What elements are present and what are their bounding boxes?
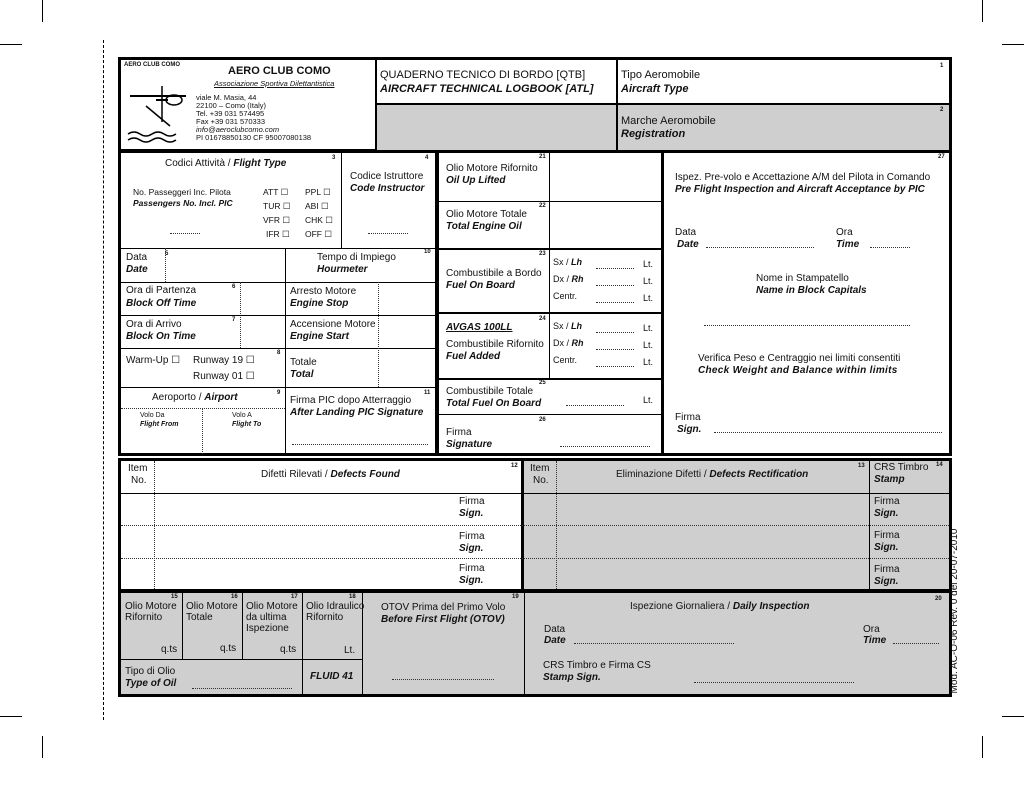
daily-date-label: Data	[544, 624, 566, 635]
flight-from-label-en: Flight From	[140, 421, 179, 428]
daily-time-label: Ora	[863, 624, 880, 635]
oil-uplifted-label: Olio Motore Rifornito	[446, 163, 538, 174]
preflight-sign-label: Firma	[675, 412, 701, 423]
type-tur-checkbox[interactable]: TUR ☐	[263, 201, 291, 211]
oil-inspection-col: Olio Motore	[246, 601, 298, 612]
field-number: 24	[539, 316, 546, 322]
oil-inspection-col: da ultima	[246, 612, 287, 623]
total-label: Totale	[290, 357, 317, 368]
form-revision: Mod. AC-O-06 Rev. 0 del 20-07-2010	[949, 528, 960, 694]
field-number: 25	[539, 380, 546, 386]
item-label-no: No.	[533, 475, 549, 486]
item-label: Item	[530, 463, 550, 474]
crs-stamp-label: CRS Timbro	[874, 462, 929, 473]
weight-balance-label: Verifica Peso e Centraggio nei limiti consentiti	[698, 353, 901, 364]
unit-lt: Lt.	[643, 276, 654, 286]
fuel-on-board-label: Combustibile a Bordo	[446, 268, 542, 279]
defects-found-label: Difetti Rilevati / Defects Found	[261, 469, 400, 480]
daily-date-label-en: Date	[544, 635, 566, 646]
runway-19-checkbox[interactable]: Runway 19 ☐	[193, 355, 255, 366]
fuel-added-label-en: Fuel Added	[446, 351, 501, 362]
address-line: viale M. Masia, 44	[196, 93, 257, 102]
field-number: 20	[935, 596, 942, 602]
field-number: 7	[232, 317, 236, 323]
added-rh-label: Dx / Rh	[553, 338, 584, 348]
field-number: 16	[231, 594, 238, 600]
field-number: 11	[424, 390, 431, 396]
crop-mark	[1002, 716, 1024, 717]
unit-lt: Lt.	[643, 340, 654, 350]
field-number: 18	[349, 594, 356, 600]
preflight-sign-label-en: Sign.	[677, 424, 702, 435]
field-number: 8	[277, 350, 281, 356]
type-chk-checkbox[interactable]: CHK ☐	[305, 215, 333, 225]
oil-uplifted-label-en: Oil Up Lifted	[446, 175, 506, 186]
defect-sign-label-en: Sign.	[459, 543, 484, 554]
added-centr-label: Centr.	[553, 355, 578, 365]
registration-label-en: Registration	[621, 128, 686, 140]
total-oil-label: Olio Motore Totale	[446, 209, 527, 220]
field-number: 21	[539, 154, 546, 160]
defect-sign-label-en: Sign.	[459, 508, 484, 519]
item-label: Item	[128, 463, 148, 474]
oil-uplifted-col: Rifornito	[125, 612, 163, 623]
crop-mark	[42, 736, 43, 758]
field-number: 15	[171, 594, 178, 600]
logo-text: AERO CLUB COMO	[124, 62, 180, 68]
hydraulic-oil-col: Olio Idraulico	[306, 601, 365, 612]
address-line: 22100 – Como (Italy)	[196, 101, 267, 110]
defect-sign-label: Firma	[459, 531, 485, 542]
field-number: 9	[277, 390, 281, 396]
warmup-checkbox[interactable]: Warm-Up ☐	[126, 355, 181, 366]
maintenance-section	[118, 590, 952, 697]
fob-centr-label: Centr.	[553, 291, 578, 301]
field-number: 26	[539, 417, 546, 423]
otov-label-en: Before First Flight (OTOV)	[381, 614, 505, 625]
field-number: 23	[539, 251, 546, 257]
crop-mark	[0, 44, 22, 45]
field-number: 10	[424, 249, 431, 255]
club-subtitle: Associazione Sportiva Dilettantistica	[214, 79, 335, 88]
field-number: 1	[940, 63, 944, 69]
rect-sign-label: Firma	[874, 530, 900, 541]
field-number: 19	[512, 594, 519, 600]
unit-lt: Lt.	[344, 645, 356, 656]
engine-stop-label: Arresto Motore	[290, 286, 357, 297]
defects-rect-label: Eliminazione Difetti / Defects Rectification	[616, 469, 809, 480]
otov-label: OTOV Prima del Primo Volo	[381, 602, 506, 613]
hourmeter-label: Tempo di Impiego	[317, 252, 396, 263]
instructor-label-en: Code Instructor	[350, 183, 425, 194]
field-number: 27	[938, 154, 945, 160]
weight-balance-label-en: Check Weight and Balance within limits	[698, 365, 898, 376]
crs-stamp-label-en: Stamp	[874, 474, 905, 485]
fold-line	[103, 40, 104, 720]
logbook-title-it: QUADERNO TECNICO DI BORDO [QTB]	[380, 69, 586, 81]
address-line: Tel. +39 031 574495	[196, 109, 265, 118]
defect-sign-label-en: Sign.	[459, 575, 484, 586]
unit-qts: q.ts	[161, 644, 178, 655]
type-off-checkbox[interactable]: OFF ☐	[305, 229, 332, 239]
defect-sign-label: Firma	[459, 496, 485, 507]
block-on-label: Ora di Arrivo	[126, 319, 182, 330]
total-fuel-label-en: Total Fuel On Board	[446, 398, 542, 409]
engine-start-label-en: Engine Start	[290, 331, 349, 342]
club-name: AERO CLUB COMO	[228, 65, 331, 77]
crs-sign-label-en: Stamp Sign.	[543, 672, 601, 683]
engine-stop-label-en: Engine Stop	[290, 298, 349, 309]
defect-sign-label: Firma	[459, 563, 485, 574]
address-line: Fax +39 031 570333	[196, 117, 266, 126]
hydraulic-oil-col: Rifornito	[306, 612, 344, 623]
pax-label: No. Passeggeri Inc. Pilota	[133, 187, 231, 197]
preflight-title: Ispez. Pre-volo e Accettazione A/M del Pilota in Comando	[675, 172, 931, 183]
unit-lt: Lt.	[643, 395, 654, 405]
fuel-signature-label-en: Signature	[446, 439, 493, 450]
type-ifr-checkbox[interactable]: IFR ☐	[266, 229, 290, 239]
logo	[124, 62, 190, 148]
total-label-en: Total	[290, 369, 314, 380]
flight-from-label: Volo Da	[140, 412, 165, 419]
field-number: 14	[936, 462, 943, 468]
oil-inspection-col: Ispezione	[246, 623, 289, 634]
fuel-signature-label: Firma	[446, 427, 472, 438]
daily-inspection-label: Ispezione Giornaliera / Daily Inspection	[630, 601, 810, 612]
unit-lt: Lt.	[643, 357, 654, 367]
field-number: 3	[332, 155, 336, 161]
fuel-on-board-label-en: Fuel On Board	[446, 280, 515, 291]
date-label: Data	[126, 252, 148, 263]
fob-lh-label: Sx / Lh	[553, 257, 583, 267]
field-number: 22	[539, 203, 546, 209]
oil-type-label-en: Type of Oil	[125, 678, 177, 689]
date-label-en: Date	[126, 264, 148, 275]
runway-01-checkbox[interactable]: Runway 01 ☐	[193, 371, 255, 382]
unit-lt: Lt.	[643, 323, 654, 333]
aircraft-type-label-en: Aircraft Type	[621, 83, 689, 95]
fuel-added-label: Combustibile Rifornito	[446, 339, 544, 350]
type-ppl-checkbox[interactable]: PPL ☐	[305, 187, 331, 197]
field-number: 5	[165, 251, 169, 257]
airplane-icon	[126, 76, 188, 146]
type-att-checkbox[interactable]: ATT ☐	[263, 187, 289, 197]
unit-lt: Lt.	[643, 293, 654, 303]
oil-uplifted-col: Olio Motore	[125, 601, 177, 612]
crop-mark	[42, 0, 43, 22]
field-number: 2	[940, 107, 944, 113]
crop-mark	[982, 0, 983, 22]
hourmeter-label-en: Hourmeter	[317, 264, 368, 275]
rect-sign-label-en: Sign.	[874, 542, 899, 553]
added-lh-label: Sx / Lh	[553, 321, 583, 331]
block-capitals-label: Nome in Stampatello	[756, 273, 849, 284]
flight-to-label-en: Flight To	[232, 421, 262, 428]
fuel-section	[436, 150, 664, 456]
fluid-label: FLUID 41	[310, 671, 354, 682]
avgas-label: AVGAS 100LL	[446, 322, 513, 333]
preflight-time-label: Ora	[836, 227, 853, 238]
engine-start-label: Accensione Motore	[290, 319, 376, 330]
oil-type-label: Tipo di Olio	[125, 666, 176, 677]
rect-sign-label-en: Sign.	[874, 508, 899, 519]
pax-label-en: Passengers No. Incl. PIC	[133, 198, 233, 208]
oil-total-col: Olio Motore	[186, 601, 238, 612]
pic-signature-label: Firma PIC dopo Atterraggio	[290, 395, 412, 406]
field-number: 4	[425, 155, 429, 161]
registration-label: Marche Aeromobile	[621, 115, 716, 127]
preflight-date-label: Data	[675, 227, 697, 238]
field-number: 6	[232, 284, 236, 290]
crop-mark	[0, 716, 22, 717]
daily-time-label-en: Time	[863, 635, 887, 646]
address-line: PI 01678850130 CF 95007080138	[196, 133, 312, 142]
unit-qts: q.ts	[280, 644, 297, 655]
block-off-label-en: Block Off Time	[126, 298, 197, 309]
preflight-time-label-en: Time	[836, 239, 860, 250]
block-on-label-en: Block On Time	[126, 331, 196, 342]
rect-sign-label: Firma	[874, 496, 900, 507]
rect-sign-label-en: Sign.	[874, 576, 899, 587]
address-line: info@aeroclubcomo.com	[196, 125, 280, 134]
field-number: 17	[291, 594, 298, 600]
preflight-title-en: Pre Flight Inspection and Aircraft Acceptance by PIC	[675, 184, 925, 195]
field-number: 12	[511, 463, 518, 469]
unit-qts: q.ts	[220, 643, 237, 654]
type-vfr-checkbox[interactable]: VFR ☐	[263, 215, 290, 225]
instructor-label: Codice Istruttore	[350, 171, 424, 182]
airport-label: Aeroporto / Airport	[152, 392, 238, 403]
crs-sign-label: CRS Timbro e Firma CS	[543, 660, 651, 671]
crop-mark	[1002, 44, 1024, 45]
item-label-no: No.	[131, 475, 147, 486]
field-number: 13	[858, 463, 865, 469]
total-oil-label-en: Total Engine Oil	[446, 221, 522, 232]
flight-to-label: Volo A	[232, 412, 252, 419]
unit-lt: Lt.	[643, 259, 654, 269]
preflight-date-label-en: Date	[677, 239, 699, 250]
oil-total-col: Totale	[186, 612, 213, 623]
rect-sign-label: Firma	[874, 564, 900, 575]
type-abi-checkbox[interactable]: ABI ☐	[305, 201, 329, 211]
block-capitals-label-en: Name in Block Capitals	[756, 285, 867, 296]
pic-signature-label-en: After Landing PIC Signature	[290, 407, 424, 418]
fob-rh-label: Dx / Rh	[553, 274, 584, 284]
aircraft-type-label: Tipo Aeromobile	[621, 69, 701, 81]
logbook-title-en: AIRCRAFT TECHNICAL LOGBOOK [ATL]	[380, 83, 594, 95]
crop-mark	[982, 736, 983, 758]
flight-type-label: Codici Attività / Flight Type	[165, 158, 287, 169]
block-off-label: Ora di Partenza	[126, 285, 197, 296]
total-fuel-label: Combustibile Totale	[446, 386, 534, 397]
